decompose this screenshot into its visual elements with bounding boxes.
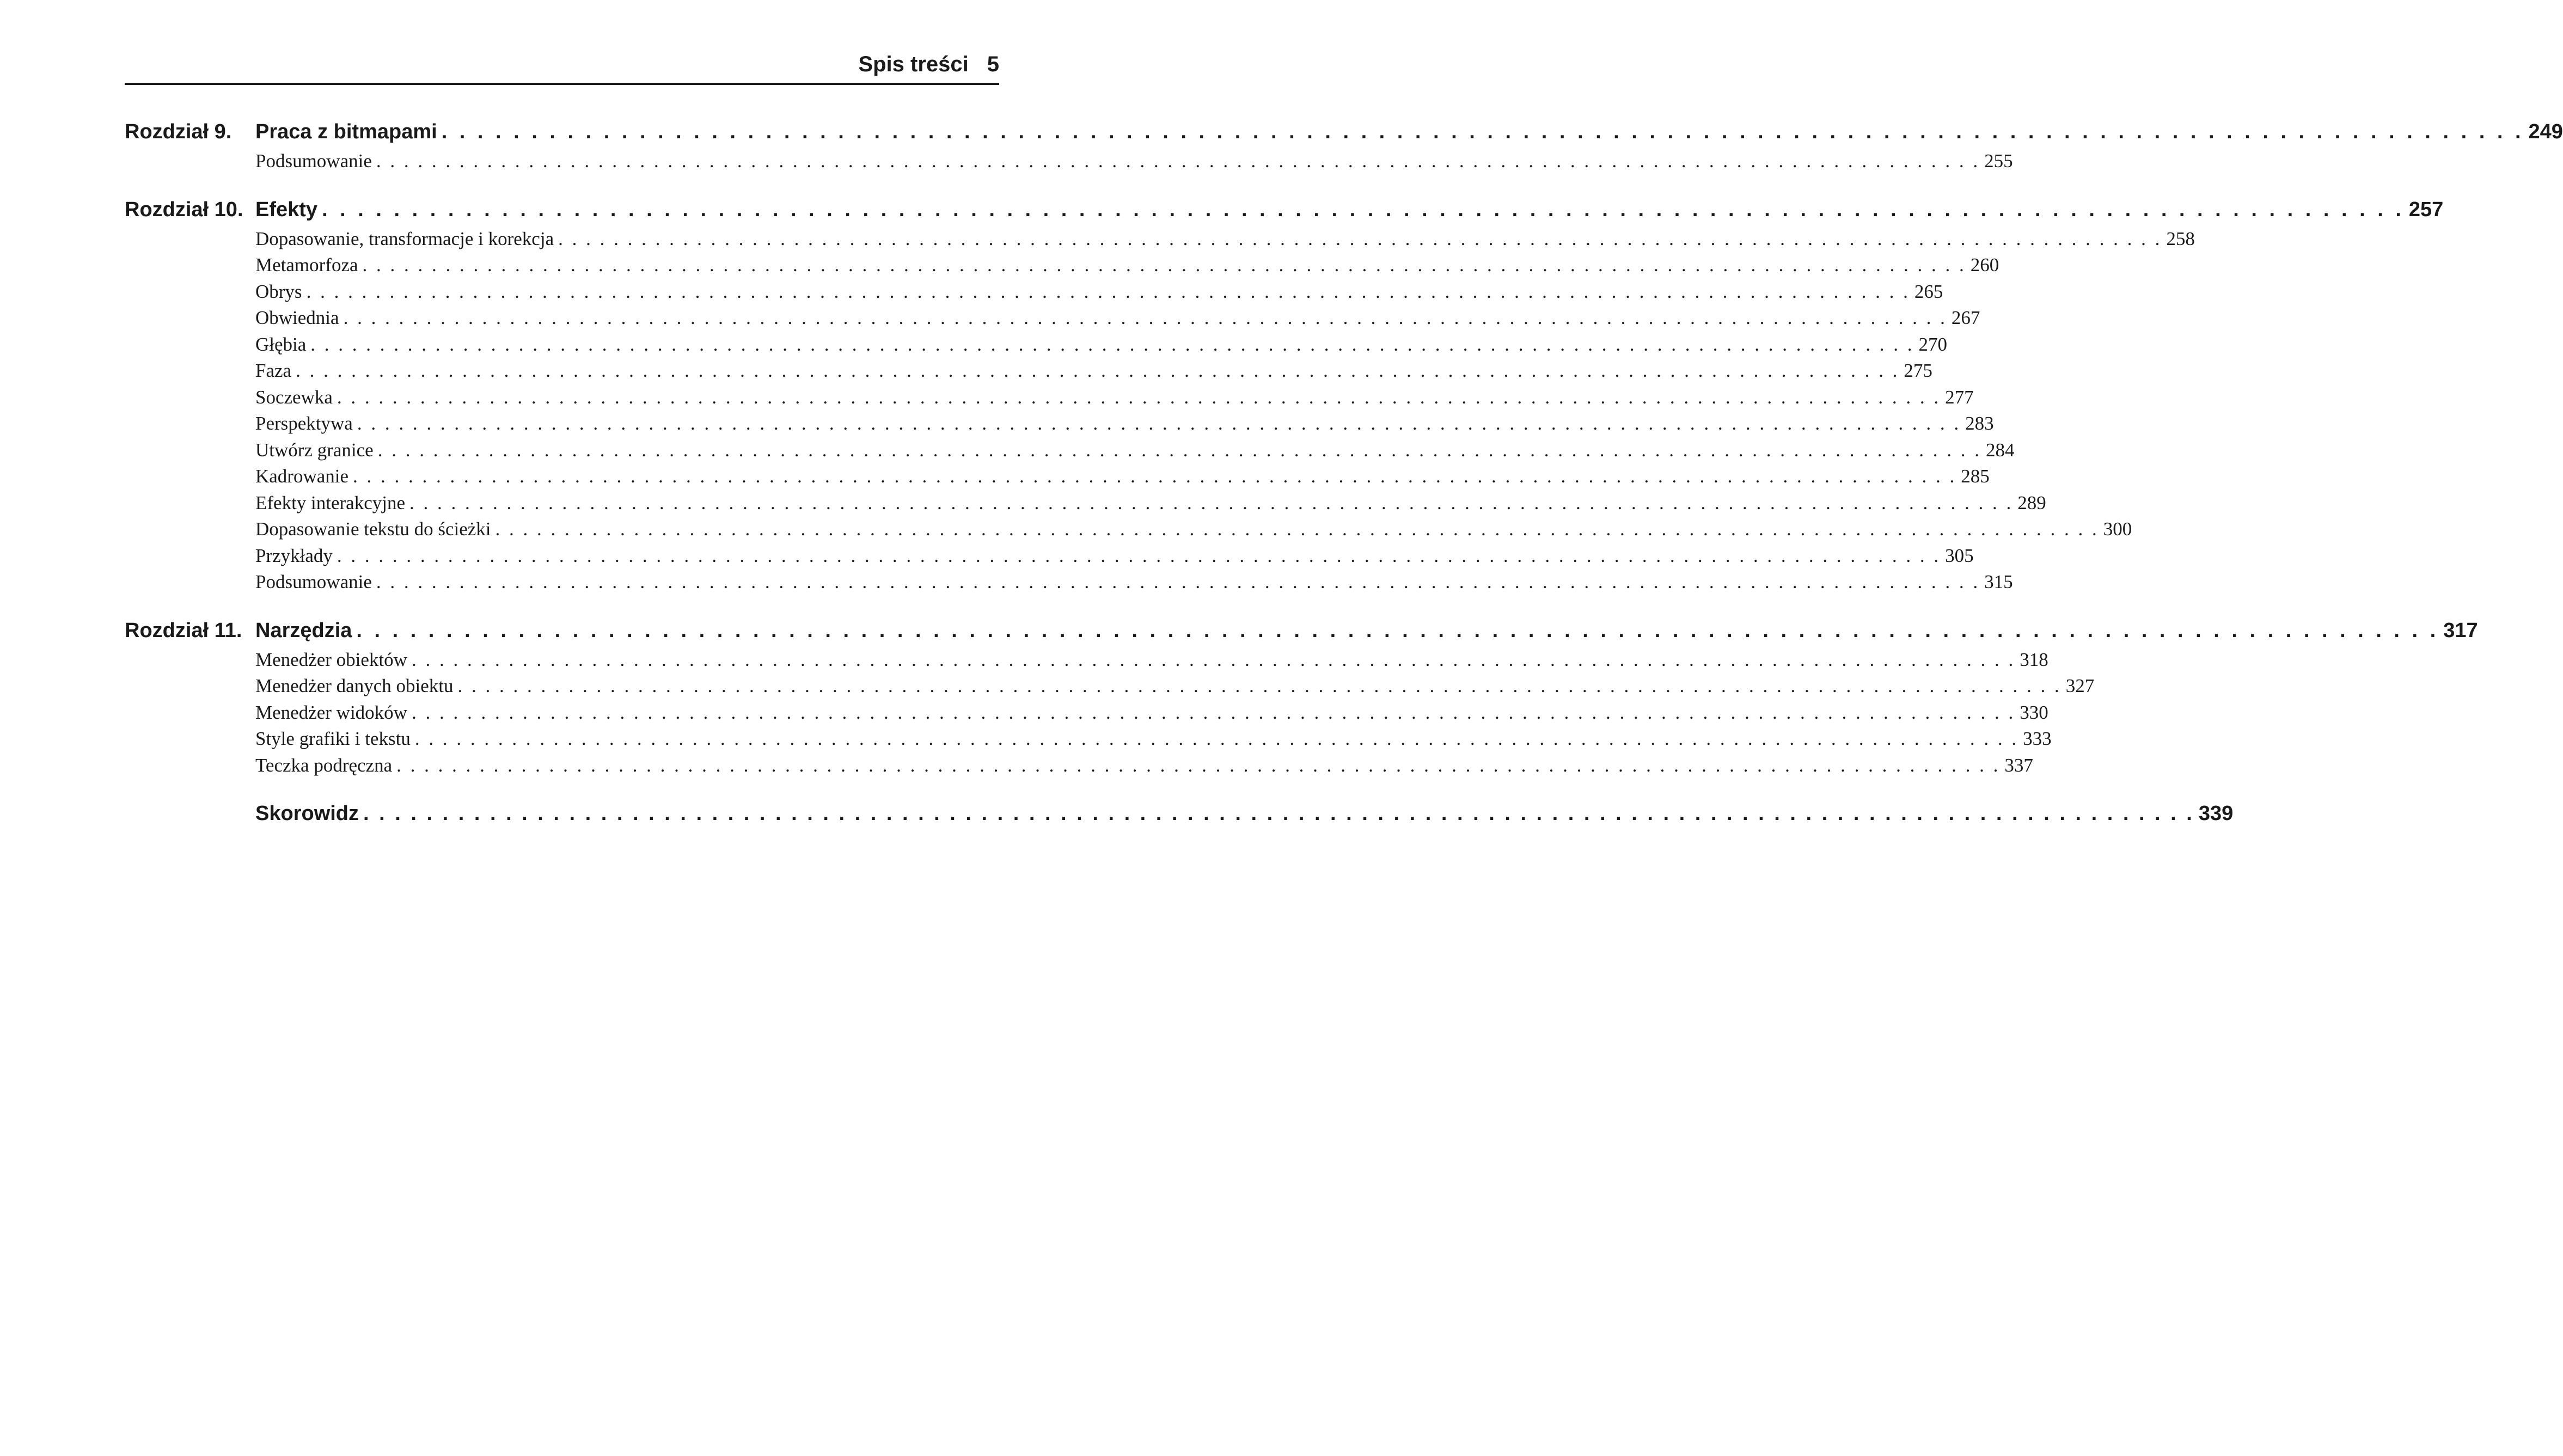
- entry-page: 300: [2103, 518, 2132, 540]
- toc-entry[interactable]: [125, 569, 2013, 596]
- dot-leader: . . . . . . . . . . . . . . . . . . . . . . . . . . . . . . . . . . . . . . . . . . . . . . . . . . . . . . . . . . . . . . . . . . . . . . . . . . . . . . . . . . . . . . . . . . . . . . . . . . . . . . . . . . . . . . . . . . . .: [337, 545, 1941, 566]
- chapter-title: Narzędzia: [255, 619, 352, 642]
- toc-entry[interactable]: [125, 463, 1990, 490]
- running-header-title: Spis treści: [858, 52, 969, 76]
- toc-entry[interactable]: [125, 437, 2015, 464]
- chapter-10: [125, 193, 2444, 596]
- entry-title: Soczewka: [255, 386, 333, 408]
- chapter-label: Rozdział 9.: [125, 120, 232, 143]
- entry-page: 255: [1984, 150, 2013, 172]
- dot-leader: . . . . . . . . . . . . . . . . . . . . . . . . . . . . . . . . . . . . . . . . . . . . . . . . . . . . . . . . . . . . . . . . . . . . . . . . . . . . . . . . . . . . . . . . . . . . . . . . . . . . . . . . . . . . . . . . . . . .: [376, 150, 1980, 172]
- chapter-label: Rozdział 11.: [125, 619, 242, 642]
- dot-leader: . . . . . . . . . . . . . . . . . . . . . . . . . . . . . . . . . . . . . . . . . . . . . . . . . . . . . . . . . . . . . . . . . . . . . . . . . . . . . . . . . . . . . . . . . . . . . . . . . . . . . . . . . . . . . . . . . . . .: [411, 649, 2016, 670]
- dot-leader: . . . . . . . . . . . . . . . . . . . . . . . . . . . . . . . . . . . . . . . . . . . . . . . . . . . . . . . . . . . . . . . . . . . . . . . . . . . . . . . . . . . . . . . . . . . . . . . . . . . . . . . . . . . . . . . . . . . .: [363, 802, 2194, 825]
- entry-title: Obrys: [255, 280, 302, 302]
- chapter-9: [125, 115, 2563, 175]
- entry-title: Głębia: [255, 333, 307, 355]
- toc-entry[interactable]: [125, 305, 1980, 332]
- chapter-title: Efekty: [255, 198, 318, 221]
- toc-entry[interactable]: [125, 490, 2046, 517]
- dot-leader: . . . . . . . . . . . . . . . . . . . . . . . . . . . . . . . . . . . . . . . . . . . . . . . . . . . . . . . . . . . . . . . . . . . . . . . . . . . . . . . . . . . . . . . . . . . . . . . . . . . . . . . . . . . . . . . . . . . .: [356, 619, 2439, 642]
- entry-title: Metamorfoza: [255, 254, 358, 276]
- toc-entry[interactable]: [125, 148, 2013, 175]
- dot-leader: . . . . . . . . . . . . . . . . . . . . . . . . . . . . . . . . . . . . . . . . . . . . . . . . . . . . . . . . . . . . . . . . . . . . . . . . . . . . . . . . . . . . . . . . . . . . . . . . . . . . . . . . . . . . . . . . . . . .: [306, 280, 1910, 302]
- entry-page: 284: [1985, 439, 2015, 461]
- entry-title: Efekty interakcyjne: [255, 492, 406, 513]
- entry-page: 275: [1904, 360, 1932, 381]
- dot-leader: . . . . . . . . . . . . . . . . . . . . . . . . . . . . . . . . . . . . . . . . . . . . . . . . . . . . . . . . . . . . . . . . . . . . . . . . . . . . . . . . . . . . . . . . . . . . . . . . . . . . . . . . . . . . . . . . . . . .: [409, 492, 2014, 513]
- entry-title: Dopasowanie tekstu do ścieżki: [255, 518, 491, 540]
- index-entry[interactable]: [125, 797, 2234, 830]
- index-title: Skorowidz: [255, 802, 359, 825]
- toc-entry[interactable]: [125, 411, 1994, 437]
- dot-leader: . . . . . . . . . . . . . . . . . . . . . . . . . . . . . . . . . . . . . . . . . . . . . . . . . . . . . . . . . . . . . . . . . . . . . . . . . . . . . . . . . . . . . . . . . . . . . . . . . . . . . . . . . . . . . . . . . . . .: [396, 754, 2001, 776]
- dot-leader: . . . . . . . . . . . . . . . . . . . . . . . . . . . . . . . . . . . . . . . . . . . . . . . . . . . . . . . . . . . . . . . . . . . . . . . . . . . . . . . . . . . . . . . . . . . . . . . . . . . . . . . . . . . . . . . . . . . .: [357, 413, 1961, 434]
- entry-title: Menedżer obiektów: [255, 649, 407, 670]
- entry-page: 258: [2166, 228, 2195, 249]
- entry-title: Menedżer widoków: [255, 701, 407, 723]
- dot-leader: . . . . . . . . . . . . . . . . . . . . . . . . . . . . . . . . . . . . . . . . . . . . . . . . . . . . . . . . . . . . . . . . . . . . . . . . . . . . . . . . . . . . . . . . . . . . . . . . . . . . . . . . . . . . . . . . . . . .: [558, 228, 2162, 249]
- toc-entry[interactable]: [125, 647, 2048, 674]
- dot-leader: . . . . . . . . . . . . . . . . . . . . . . . . . . . . . . . . . . . . . . . . . . . . . . . . . . . . . . . . . . . . . . . . . . . . . . . . . . . . . . . . . . . . . . . . . . . . . . . . . . . . . . . . . . . . . . . . . . . .: [353, 466, 1957, 487]
- chapter-page: 249: [2528, 120, 2563, 143]
- entry-title: Utwórz granice: [255, 439, 374, 461]
- entry-page: 270: [1918, 333, 1948, 355]
- dot-leader: . . . . . . . . . . . . . . . . . . . . . . . . . . . . . . . . . . . . . . . . . . . . . . . . . . . . . . . . . . . . . . . . . . . . . . . . . . . . . . . . . . . . . . . . . . . . . . . . . . . . . . . . . . . . . . . . . . . .: [414, 728, 2019, 749]
- dot-leader: . . . . . . . . . . . . . . . . . . . . . . . . . . . . . . . . . . . . . . . . . . . . . . . . . . . . . . . . . . . . . . . . . . . . . . . . . . . . . . . . . . . . . . . . . . . . . . . . . . . . . . . . . . . . . . . . . . . .: [310, 333, 1914, 355]
- entry-page: 267: [1951, 307, 1980, 328]
- toc-entry[interactable]: [125, 753, 2033, 779]
- table-of-contents: [125, 115, 2563, 830]
- toc-entry[interactable]: [125, 252, 1999, 279]
- dot-leader: . . . . . . . . . . . . . . . . . . . . . . . . . . . . . . . . . . . . . . . . . . . . . . . . . . . . . . . . . . . . . . . . . . . . . . . . . . . . . . . . . . . . . . . . . . . . . . . . . . . . . . . . . . . . . . . . . . . .: [495, 518, 2099, 540]
- chapter-heading[interactable]: [125, 614, 2478, 647]
- entry-title: Teczka podręczna: [255, 754, 393, 776]
- entry-page: 277: [1945, 386, 1974, 408]
- index-page: 339: [2198, 802, 2234, 825]
- entry-page: 283: [1965, 413, 1994, 434]
- entry-title: Obwiednia: [255, 307, 339, 328]
- dot-leader: . . . . . . . . . . . . . . . . . . . . . . . . . . . . . . . . . . . . . . . . . . . . . . . . . . . . . . . . . . . . . . . . . . . . . . . . . . . . . . . . . . . . . . . . . . . . . . . . . . . . . . . . . . . . . . . . . . . .: [411, 701, 2016, 723]
- entry-page: 337: [2004, 754, 2033, 776]
- entry-page: 333: [2023, 728, 2052, 749]
- entry-page: 260: [1970, 254, 1999, 276]
- entry-page: 315: [1984, 571, 2013, 592]
- chapter-11: [125, 614, 2478, 779]
- chapter-heading[interactable]: [125, 193, 2444, 226]
- toc-entry[interactable]: [125, 543, 1974, 570]
- entry-page: 289: [2017, 492, 2046, 513]
- dot-leader: . . . . . . . . . . . . . . . . . . . . . . . . . . . . . . . . . . . . . . . . . . . . . . . . . . . . . . . . . . . . . . . . . . . . . . . . . . . . . . . . . . . . . . . . . . . . . . . . . . . . . . . . . . . . . . . . . . . .: [362, 254, 1966, 276]
- dot-leader: . . . . . . . . . . . . . . . . . . . . . . . . . . . . . . . . . . . . . . . . . . . . . . . . . . . . . . . . . . . . . . . . . . . . . . . . . . . . . . . . . . . . . . . . . . . . . . . . . . . . . . . . . . . . . . . . . . . .: [457, 675, 2062, 696]
- entry-title: Przykłady: [255, 545, 333, 566]
- toc-entry[interactable]: [125, 279, 1943, 305]
- dot-leader: . . . . . . . . . . . . . . . . . . . . . . . . . . . . . . . . . . . . . . . . . . . . . . . . . . . . . . . . . . . . . . . . . . . . . . . . . . . . . . . . . . . . . . . . . . . . . . . . . . . . . . . . . . . . . . . . . . . .: [296, 360, 1900, 381]
- chapter-label: Rozdział 10.: [125, 198, 243, 221]
- toc-entry[interactable]: [125, 358, 1932, 384]
- toc-entry[interactable]: [125, 516, 2132, 543]
- entry-page: 318: [2020, 649, 2048, 670]
- entry-page: 285: [1961, 466, 1990, 487]
- entry-page: 265: [1914, 280, 1943, 302]
- running-header: [125, 48, 999, 85]
- chapter-heading[interactable]: [125, 115, 2563, 148]
- dot-leader: . . . . . . . . . . . . . . . . . . . . . . . . . . . . . . . . . . . . . . . . . . . . . . . . . . . . . . . . . . . . . . . . . . . . . . . . . . . . . . . . . . . . . . . . . . . . . . . . . . . . . . . . . . . . . . . . . . . .: [337, 386, 1941, 408]
- dot-leader: . . . . . . . . . . . . . . . . . . . . . . . . . . . . . . . . . . . . . . . . . . . . . . . . . . . . . . . . . . . . . . . . . . . . . . . . . . . . . . . . . . . . . . . . . . . . . . . . . . . . . . . . . . . . . . . . . . . .: [441, 120, 2524, 143]
- dot-leader: . . . . . . . . . . . . . . . . . . . . . . . . . . . . . . . . . . . . . . . . . . . . . . . . . . . . . . . . . . . . . . . . . . . . . . . . . . . . . . . . . . . . . . . . . . . . . . . . . . . . . . . . . . . . . . . . . . . .: [343, 307, 1947, 328]
- chapter-page: 317: [2443, 619, 2478, 642]
- entry-title: Podsumowanie: [255, 571, 372, 592]
- entry-page: 305: [1945, 545, 1974, 566]
- entry-page: 330: [2020, 701, 2048, 723]
- entry-title: Style grafiki i tekstu: [255, 728, 411, 749]
- chapter-title: Praca z bitmapami: [255, 120, 437, 143]
- chapter-page: 257: [2408, 198, 2444, 221]
- page-number: 5: [987, 52, 999, 76]
- entry-title: Podsumowanie: [255, 150, 372, 172]
- entry-title: Perspektywa: [255, 413, 353, 434]
- toc-entry[interactable]: [125, 384, 1974, 411]
- toc-entry[interactable]: [125, 726, 2052, 753]
- entry-title: Faza: [255, 360, 292, 381]
- toc-entry[interactable]: [125, 226, 2195, 253]
- dot-leader: . . . . . . . . . . . . . . . . . . . . . . . . . . . . . . . . . . . . . . . . . . . . . . . . . . . . . . . . . . . . . . . . . . . . . . . . . . . . . . . . . . . . . . . . . . . . . . . . . . . . . . . . . . . . . . . . . . . .: [377, 439, 1981, 461]
- entry-page: 327: [2065, 675, 2095, 696]
- entry-title: Kadrowanie: [255, 466, 349, 487]
- toc-entry[interactable]: [125, 700, 2048, 726]
- dot-leader: . . . . . . . . . . . . . . . . . . . . . . . . . . . . . . . . . . . . . . . . . . . . . . . . . . . . . . . . . . . . . . . . . . . . . . . . . . . . . . . . . . . . . . . . . . . . . . . . . . . . . . . . . . . . . . . . . . . .: [322, 198, 2405, 221]
- toc-entry[interactable]: [125, 332, 1948, 358]
- toc-entry[interactable]: [125, 673, 2095, 700]
- entry-title: Dopasowanie, transformacje i korekcja: [255, 228, 554, 249]
- dot-leader: . . . . . . . . . . . . . . . . . . . . . . . . . . . . . . . . . . . . . . . . . . . . . . . . . . . . . . . . . . . . . . . . . . . . . . . . . . . . . . . . . . . . . . . . . . . . . . . . . . . . . . . . . . . . . . . . . . . .: [376, 571, 1980, 592]
- entry-title: Menedżer danych obiektu: [255, 675, 454, 696]
